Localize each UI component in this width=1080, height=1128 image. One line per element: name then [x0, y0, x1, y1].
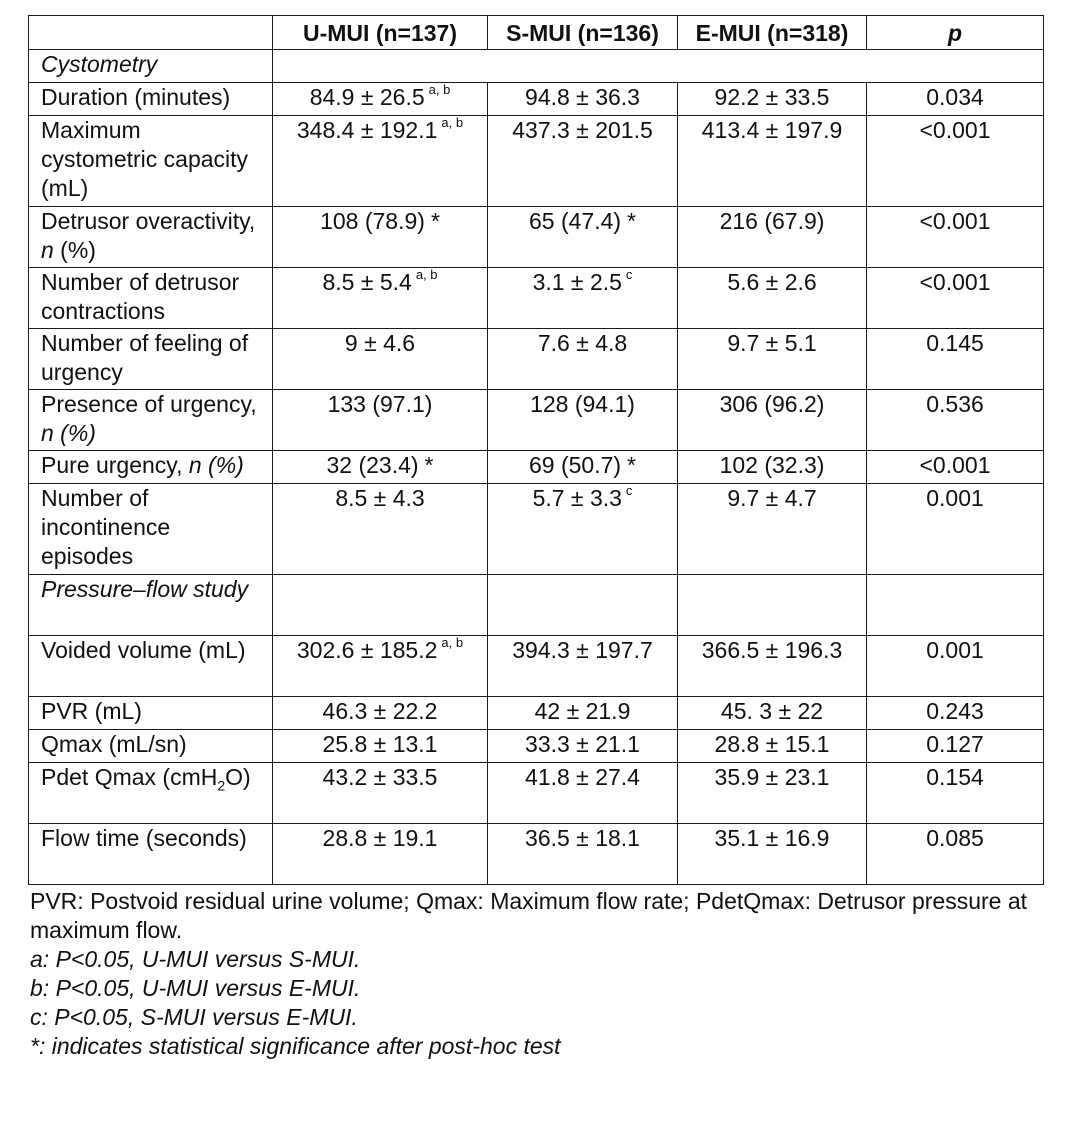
- e-mui-cell: 5.6 ± 2.6: [678, 268, 867, 329]
- row-label: Number of detrusor contractions: [29, 268, 273, 329]
- header-s-mui: S-MUI (n=136): [488, 16, 678, 50]
- e-mui-cell: 366.5 ± 196.3: [678, 636, 867, 697]
- u-mui-cell: 43.2 ± 33.5: [273, 763, 488, 824]
- u-mui-cell: 302.6 ± 185.2 $^{a, b}$: [273, 636, 488, 697]
- footnote-marker: c: [625, 483, 633, 499]
- table-row: [29, 390, 1044, 451]
- e-mui-cell: 102 (32.3): [678, 451, 867, 484]
- asterisk-marker: *: [627, 208, 636, 234]
- s-mui-cell: 128 (94.1): [488, 390, 678, 451]
- s-mui-cell: 94.8 ± 36.3: [488, 83, 678, 116]
- p-value-cell: <0.001: [867, 207, 1044, 268]
- abbreviations-note: PVR: Postvoid residual urine volume; Qmax: Maximum flow rate; PdetQmax: Detrusor pressure at maximum flow.: [30, 888, 1028, 943]
- e-mui-cell: 216 (67.9): [678, 207, 867, 268]
- u-mui-cell: 133 (97.1): [273, 390, 488, 451]
- s-mui-cell: 33.3 ± 21.1: [488, 730, 678, 763]
- p-value-cell: <0.001: [867, 268, 1044, 329]
- e-mui-cell: 9.7 ± 4.7: [678, 484, 867, 575]
- u-mui-cell: 25.8 ± 13.1: [273, 730, 488, 763]
- row-label: Pure urgency, n (%): [29, 451, 273, 484]
- footnote-b: b: P<0.05, U-MUI versus E-MUI.: [30, 975, 361, 1001]
- u-mui-cell: 9 ± 4.6: [273, 329, 488, 390]
- table-row: [29, 83, 1044, 116]
- row-label: Presence of urgency, n (%): [29, 390, 273, 451]
- row-label: PVR (mL): [29, 697, 273, 730]
- p-value-cell: <0.001: [867, 451, 1044, 484]
- row-label: Flow time (seconds): [29, 824, 273, 885]
- row-label: Number of incontinence episodes: [29, 484, 273, 575]
- e-mui-cell: 28.8 ± 15.1: [678, 730, 867, 763]
- s-mui-cell: 437.3 ± 201.5: [488, 116, 678, 207]
- p-value-cell: 0.536: [867, 390, 1044, 451]
- e-mui-cell: 92.2 ± 33.5: [678, 83, 867, 116]
- row-label: Number of feeling of urgency: [29, 329, 273, 390]
- table-row: [29, 268, 1044, 329]
- header-row: [29, 16, 1044, 50]
- footnote-a: a: P<0.05, U-MUI versus S-MUI.: [30, 946, 361, 972]
- footnote-marker: a, b: [441, 115, 464, 131]
- s-mui-cell: 69 (50.7) *: [488, 451, 678, 484]
- footnote-c: c: P<0.05, S-MUI versus E-MUI.: [30, 1004, 358, 1030]
- row-label: Pdet Qmax (cmH$_2$O): [29, 763, 273, 824]
- section-row-cystometry: [29, 50, 1044, 83]
- u-mui-cell: 84.9 ± 26.5 $^{a, b}$: [273, 83, 488, 116]
- s-mui-cell: 7.6 ± 4.8: [488, 329, 678, 390]
- table-row: [29, 763, 1044, 824]
- e-mui-cell: 9.7 ± 5.1: [678, 329, 867, 390]
- e-mui-cell: 35.1 ± 16.9: [678, 824, 867, 885]
- section-empty-cell: [488, 575, 678, 636]
- table-row: [29, 730, 1044, 763]
- p-value-cell: 0.243: [867, 697, 1044, 730]
- document-page: [28, 15, 1043, 1061]
- asterisk-marker: *: [627, 452, 636, 478]
- u-mui-cell: 32 (23.4) *: [273, 451, 488, 484]
- p-value-cell: 0.034: [867, 83, 1044, 116]
- table-row: [29, 636, 1044, 697]
- section-row-pressure-flow: [29, 575, 1044, 636]
- p-value-cell: <0.001: [867, 116, 1044, 207]
- table-row: [29, 329, 1044, 390]
- section-empty-cell: [867, 575, 1044, 636]
- s-mui-cell: 3.1 ± 2.5 $^c$: [488, 268, 678, 329]
- table-row: [29, 824, 1044, 885]
- section-empty-span: [273, 50, 1044, 83]
- section-title-pressure-flow: Pressure–flow study: [29, 575, 273, 636]
- results-table: [28, 15, 1044, 885]
- header-empty-cell: [29, 16, 273, 50]
- s-mui-cell: 5.7 ± 3.3 $^c$: [488, 484, 678, 575]
- p-value-cell: 0.001: [867, 636, 1044, 697]
- p-value-cell: 0.145: [867, 329, 1044, 390]
- e-mui-cell: 413.4 ± 197.9: [678, 116, 867, 207]
- table-footnotes: [28, 887, 1043, 1061]
- section-empty-cell: [273, 575, 488, 636]
- row-label: Detrusor overactivity, n (%): [29, 207, 273, 268]
- p-value-cell: 0.127: [867, 730, 1044, 763]
- footnote-marker: a, b: [415, 267, 438, 283]
- u-mui-cell: 28.8 ± 19.1: [273, 824, 488, 885]
- row-label: Duration (minutes): [29, 83, 273, 116]
- header-u-mui: U-MUI (n=137): [273, 16, 488, 50]
- footnote-marker: a, b: [428, 82, 451, 98]
- table-row: [29, 451, 1044, 484]
- e-mui-cell: 306 (96.2): [678, 390, 867, 451]
- s-mui-cell: 42 ± 21.9: [488, 697, 678, 730]
- asterisk-marker: *: [424, 452, 434, 478]
- section-title-cystometry: Cystometry: [29, 50, 273, 83]
- u-mui-cell: 8.5 ± 5.4 $^{a, b}$: [273, 268, 488, 329]
- e-mui-cell: 45. 3 ± 22: [678, 697, 867, 730]
- row-label: Maximum cystometric capacity (mL): [29, 116, 273, 207]
- u-mui-cell: 348.4 ± 192.1 $^{a, b}$: [273, 116, 488, 207]
- e-mui-cell: 35.9 ± 23.1: [678, 763, 867, 824]
- asterisk-marker: *: [430, 208, 440, 234]
- header-p-value: p: [867, 16, 1044, 50]
- s-mui-cell: 394.3 ± 197.7: [488, 636, 678, 697]
- footnote-asterisk: *: indicates statistical significance after post-hoc test: [30, 1033, 561, 1059]
- table-row: [29, 484, 1044, 575]
- footnote-marker: a, b: [441, 635, 464, 651]
- header-e-mui: E-MUI (n=318): [678, 16, 867, 50]
- u-mui-cell: 46.3 ± 22.2: [273, 697, 488, 730]
- p-value-cell: 0.085: [867, 824, 1044, 885]
- u-mui-cell: 8.5 ± 4.3: [273, 484, 488, 575]
- row-label: Voided volume (mL): [29, 636, 273, 697]
- table-row: [29, 116, 1044, 207]
- s-mui-cell: 41.8 ± 27.4: [488, 763, 678, 824]
- u-mui-cell: 108 (78.9) *: [273, 207, 488, 268]
- section-empty-cell: [678, 575, 867, 636]
- s-mui-cell: 65 (47.4) *: [488, 207, 678, 268]
- s-mui-cell: 36.5 ± 18.1: [488, 824, 678, 885]
- row-label: Qmax (mL/sn): [29, 730, 273, 763]
- p-value-cell: 0.154: [867, 763, 1044, 824]
- p-value-cell: 0.001: [867, 484, 1044, 575]
- table-row: [29, 207, 1044, 268]
- footnote-marker: c: [625, 267, 633, 283]
- table-row: [29, 697, 1044, 730]
